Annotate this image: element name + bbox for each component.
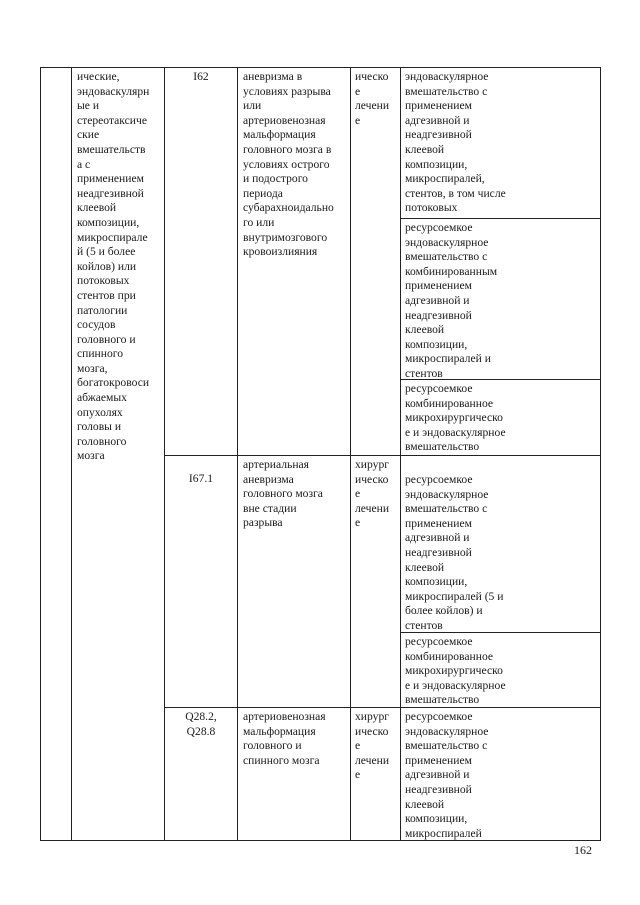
col-line-3 [237, 67, 238, 841]
page-number: 162 [574, 843, 592, 857]
col-line-6 [600, 67, 601, 841]
method-text: ресурсоемкое эндоваскулярное вмешательство с применением адгезивной и неадгезивной клеевой композиции, микроспиралей [405, 710, 489, 840]
method-text: ресурсоемкое эндоваскулярное вмешательство с применением адгезивной и неадгезивной клеевой композиции, микроспиралей (5 и более койлов) и стентов [405, 473, 504, 632]
col-line-0 [40, 67, 41, 841]
method-text: ресурсоемкое комбинированное микрохирургическо е и эндоваскулярное вмешательство [405, 635, 506, 707]
icd-code: Q28.2, Q28.8 [185, 710, 217, 738]
diagnosis-text: артериовенозная мальформация головного и спинного мозга [243, 710, 326, 767]
treatment-type: хирург ическо е лечени е [355, 458, 390, 530]
table-top-border [40, 67, 601, 68]
col-line-1 [71, 67, 72, 841]
icd-code: I62 [193, 70, 209, 83]
row-separator [164, 455, 601, 456]
method-text: эндоваскулярное вмешательство с применением адгезивной и неадгезивной клеевой композиции, микроспиралей, стентов, в том числе потоковых [405, 70, 506, 215]
icd-code: I67.1 [188, 472, 214, 485]
method-separator [400, 218, 601, 219]
diagnosis-text: аневризма в условиях разрыва или артериовенозная мальформация головного мозга в условиях острого и подострого периода субарахноидально го или внутримозгового кровоизлияния [243, 70, 334, 259]
diagnosis-text: артериальная аневризма головного мозга вне стадии разрыва [243, 458, 323, 530]
intervention-group-text: ические, эндоваскулярн ые и стереотаксиче ские вмешательств а с применением неадгезивной клеевой композиции, микроспирале й (5 и более койлов) или потоковых стентов при патологии сосудов головного и спинного мозга, богатокровоси абжаемых опухолях головы и головного мозга [77, 70, 150, 463]
treatment-type: ическо е лечени е [355, 70, 390, 127]
method-text: ресурсоемкое эндоваскулярное вмешательство с комбинированным применением адгезивной и неадгезивной клеевой композиции, микроспиралей и стентов [405, 221, 498, 380]
treatment-type: хирург ическо е лечени е [355, 710, 390, 782]
method-text: ресурсоемкое комбинированное микрохирургическо е и эндоваскулярное вмешательство [405, 382, 506, 454]
